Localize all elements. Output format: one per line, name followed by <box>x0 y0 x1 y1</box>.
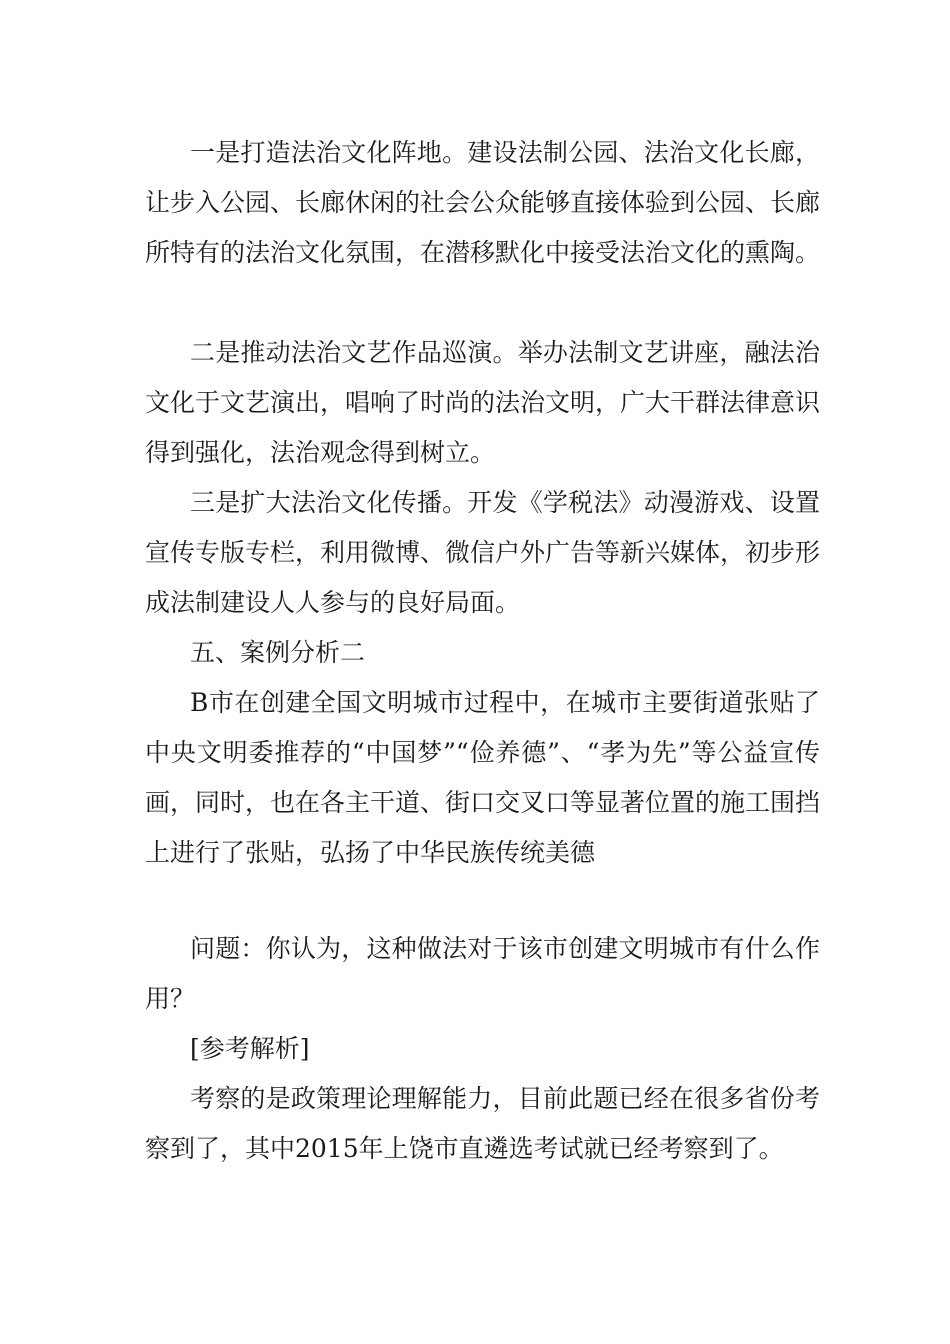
section-heading: 五、案例分析二 <box>190 638 366 667</box>
paragraph-2: 二是推动法治文艺作品巡演。举办法制文艺讲座，融法治文化于文艺演出，唱响了时尚的法治文明，广大干群法律意识得到强化，法治观念得到树立。 <box>145 338 821 467</box>
analysis-paragraph: 考察的是政策理论理解能力，目前此题已经在很多省份考察到了，其中2015年上饶市直遴选考试就已经考察到了。 <box>145 1084 820 1163</box>
case-paragraph: B市在创建全国文明城市过程中，在城市主要街道张贴了中央文明委推荐的“中国梦”“俭养德”、“孝为先”等公益宣传画，同时，也在各主干道、街口交叉口等显著位置的施工围挡上进行了张贴，弘扬了中华民族传统美德 <box>145 688 821 867</box>
question-paragraph: 问题：你认为，这种做法对于该市创建文明城市有什么作用？ <box>145 934 820 1013</box>
paragraph-3: 三是扩大法治文化传播。开发《学税法》动漫游戏、设置宣传专版专栏，利用微博、微信户外广告等新兴媒体，初步形成法制建设人人参与的良好局面。 <box>145 488 821 617</box>
reference-heading: [参考解析] <box>190 1034 310 1063</box>
paragraph-1: 一是打造法治文化阵地。建设法制公园、法治文化长廊，让步入公园、长廊休闲的社会公众能够直接体验到公园、长廊所特有的法治文化氛围，在潜移默化中接受法治文化的熏陶。 <box>145 138 821 267</box>
